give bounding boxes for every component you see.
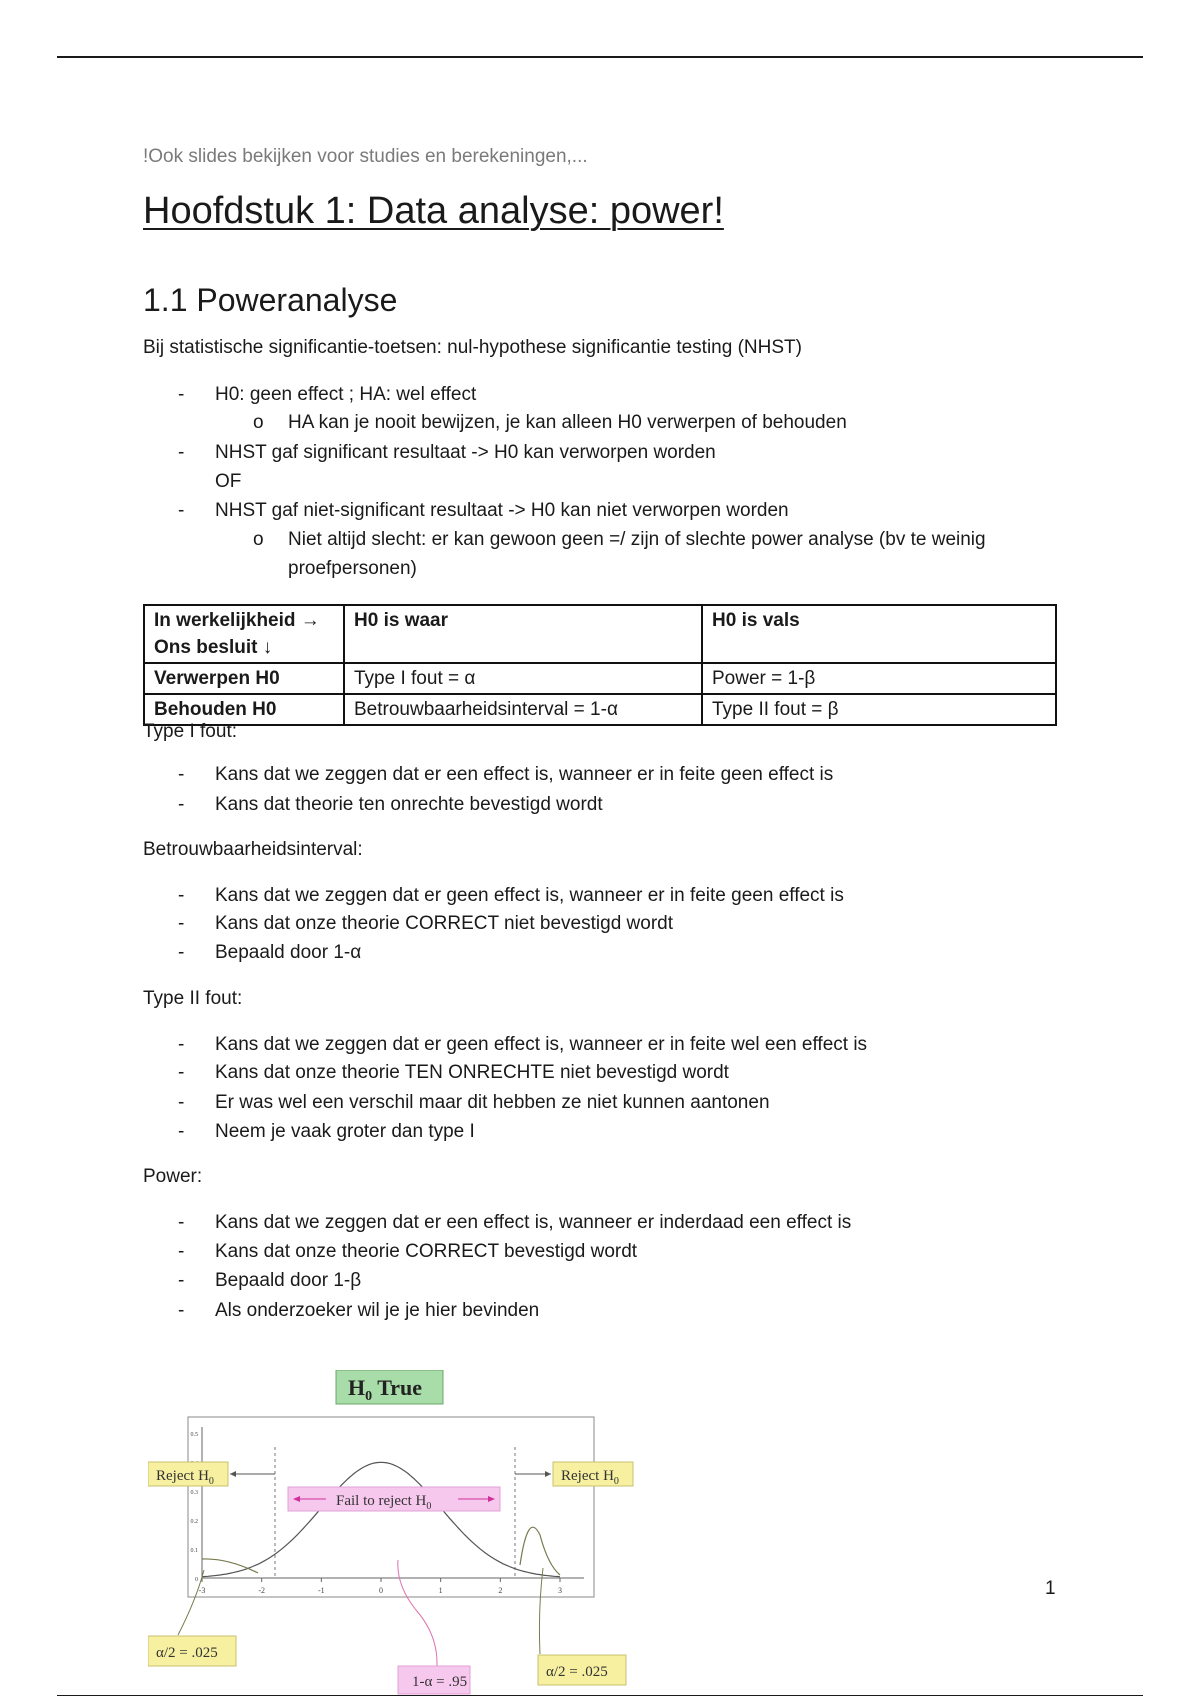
bullet-dash: - (178, 1241, 185, 1262)
corner-line-2: Ons besluit ↓ (154, 637, 273, 658)
bullet-dash: - (178, 500, 185, 521)
nhst-sub-1: HA kan je nooit bewijzen, je kan alleen H0 verwerpen of behouden (288, 412, 847, 433)
list-item: Kans dat we zeggen dat er geen effect is, wanneer er in feite wel een effect is (215, 1034, 868, 1055)
nhst-sub-3: Niet altijd slecht: er kan gewoon geen =/ zijn of slechte power analyse (bv te weinig proefpersonen) (288, 529, 986, 579)
list-item: Kans dat we zeggen dat er een effect is, wanneer er inderdaad een effect is (215, 1212, 852, 1233)
chapter-title: Hoofdstuk 1: Data analyse: power! (143, 190, 724, 232)
fail-label: Fail to reject $H_0$ (336, 1493, 432, 1512)
header-rule (57, 56, 1143, 58)
type1-heading: Type I fout: (143, 721, 237, 742)
page-number: 1 (1045, 1578, 1056, 1599)
list-item: Kans dat we zeggen dat er geen effect is, wanneer er in feite geen effect is (215, 885, 844, 906)
table-row (144, 694, 1056, 725)
list-item: Er was wel een verschil maar dit hebben ze niet kunnen aantonen (215, 1092, 770, 1113)
h0-true-figure (148, 1370, 648, 1700)
x-tick-label: -2 (258, 1586, 266, 1595)
conf-label: 1-α = .95 (412, 1674, 468, 1690)
list-item: Neem je vaak groter dan type I (215, 1121, 475, 1142)
list-item: Kans dat onze theorie CORRECT niet bevestigd wordt (215, 913, 673, 934)
list-item: Kans dat theorie ten onrechte bevestigd wordt (215, 794, 603, 815)
bullet-dash: - (178, 1212, 185, 1233)
x-tick-label: 1 (438, 1586, 443, 1595)
cell-type2: Type II fout = β (702, 694, 1056, 725)
table-header-row (144, 605, 1056, 663)
cell-ci: Betrouwbaarheidsinterval = 1-α (344, 694, 702, 725)
y-tick-label: 0.2 (190, 1519, 198, 1525)
reject-left-label: Reject $H_0$ (156, 1468, 214, 1487)
bullet-dash: - (178, 384, 185, 405)
x-tick-label: 2 (498, 1586, 503, 1595)
bullet-dash: - (178, 1300, 185, 1321)
y-tick-label: 0.3 (190, 1490, 198, 1496)
y-tick-label: 0 (195, 1577, 198, 1583)
list-item: Bepaald door 1-β (215, 1270, 362, 1291)
bullet-dash: - (178, 885, 185, 906)
nhst-bullet-2: NHST gaf significant resultaat -> H0 kan verworpen worden (215, 442, 716, 463)
nhst-bullet-3: NHST gaf niet-significant resultaat -> H0 kan niet verworpen worden (215, 500, 789, 521)
reject-right-label: Reject $H_0$ (561, 1468, 619, 1487)
list-item: Kans dat onze theorie TEN ONRECHTE niet bevestigd wordt (215, 1062, 729, 1083)
bullet-o: o (253, 412, 264, 433)
nhst-or: OF (215, 471, 242, 492)
bullet-dash: - (178, 942, 185, 963)
alpha-right-label: α/2 = .025 (546, 1664, 608, 1680)
y-tick-label: 0.1 (190, 1548, 198, 1554)
decision-table (143, 604, 1057, 726)
bullet-dash: - (178, 794, 185, 815)
col-header-h0-true: H0 is waar (344, 605, 702, 663)
alpha-left-label: α/2 = .025 (156, 1645, 218, 1661)
x-tick-label: 0 (379, 1586, 383, 1595)
type2-heading: Type II fout: (143, 988, 243, 1009)
bullet-dash: - (178, 913, 185, 934)
y-tick-label: 0.5 (190, 1432, 198, 1438)
corner-line-1: In werkelijkheid → (154, 610, 320, 631)
bullet-dash: - (178, 442, 185, 463)
row-label-reject: Verwerpen H0 (144, 663, 344, 694)
x-tick-label: 3 (558, 1586, 562, 1595)
section-title: 1.1 Poweranalyse (143, 282, 398, 318)
bullet-dash: - (178, 1062, 185, 1083)
note-text: !Ook slides bekijken voor studies en berekeningen,... (143, 146, 588, 167)
table-corner-cell (144, 605, 344, 663)
figure-title: $H_0$ True (348, 1375, 423, 1404)
intro-text: Bij statistische significantie-toetsen: nul-hypothese significantie testing (NHST) (143, 337, 802, 358)
x-tick-label: -1 (317, 1586, 325, 1595)
bullet-o: o (253, 529, 264, 550)
bullet-dash: - (178, 764, 185, 785)
x-tick-label: -3 (198, 1586, 206, 1595)
row-label-keep: Behouden H0 (144, 694, 344, 725)
list-item: Kans dat we zeggen dat er een effect is, wanneer er in feite geen effect is (215, 764, 834, 785)
bullet-dash: - (178, 1034, 185, 1055)
footer-rule (57, 1695, 1143, 1696)
list-item: Bepaald door 1-α (215, 942, 362, 963)
list-item: Als onderzoeker wil je je hier bevinden (215, 1300, 540, 1321)
bullet-dash: - (178, 1092, 185, 1113)
power-heading: Power: (143, 1166, 203, 1187)
nhst-bullet-1: H0: geen effect ; HA: wel effect (215, 384, 477, 405)
cell-type1: Type I fout = α (344, 663, 702, 694)
table-row (144, 663, 1056, 694)
bullet-dash: - (178, 1121, 185, 1142)
bullet-dash: - (178, 1270, 185, 1291)
cell-power: Power = 1-β (702, 663, 1056, 694)
col-header-h0-false: H0 is vals (702, 605, 1056, 663)
ci-heading: Betrouwbaarheidsinterval: (143, 839, 363, 860)
list-item: Kans dat onze theorie CORRECT bevestigd wordt (215, 1241, 638, 1262)
